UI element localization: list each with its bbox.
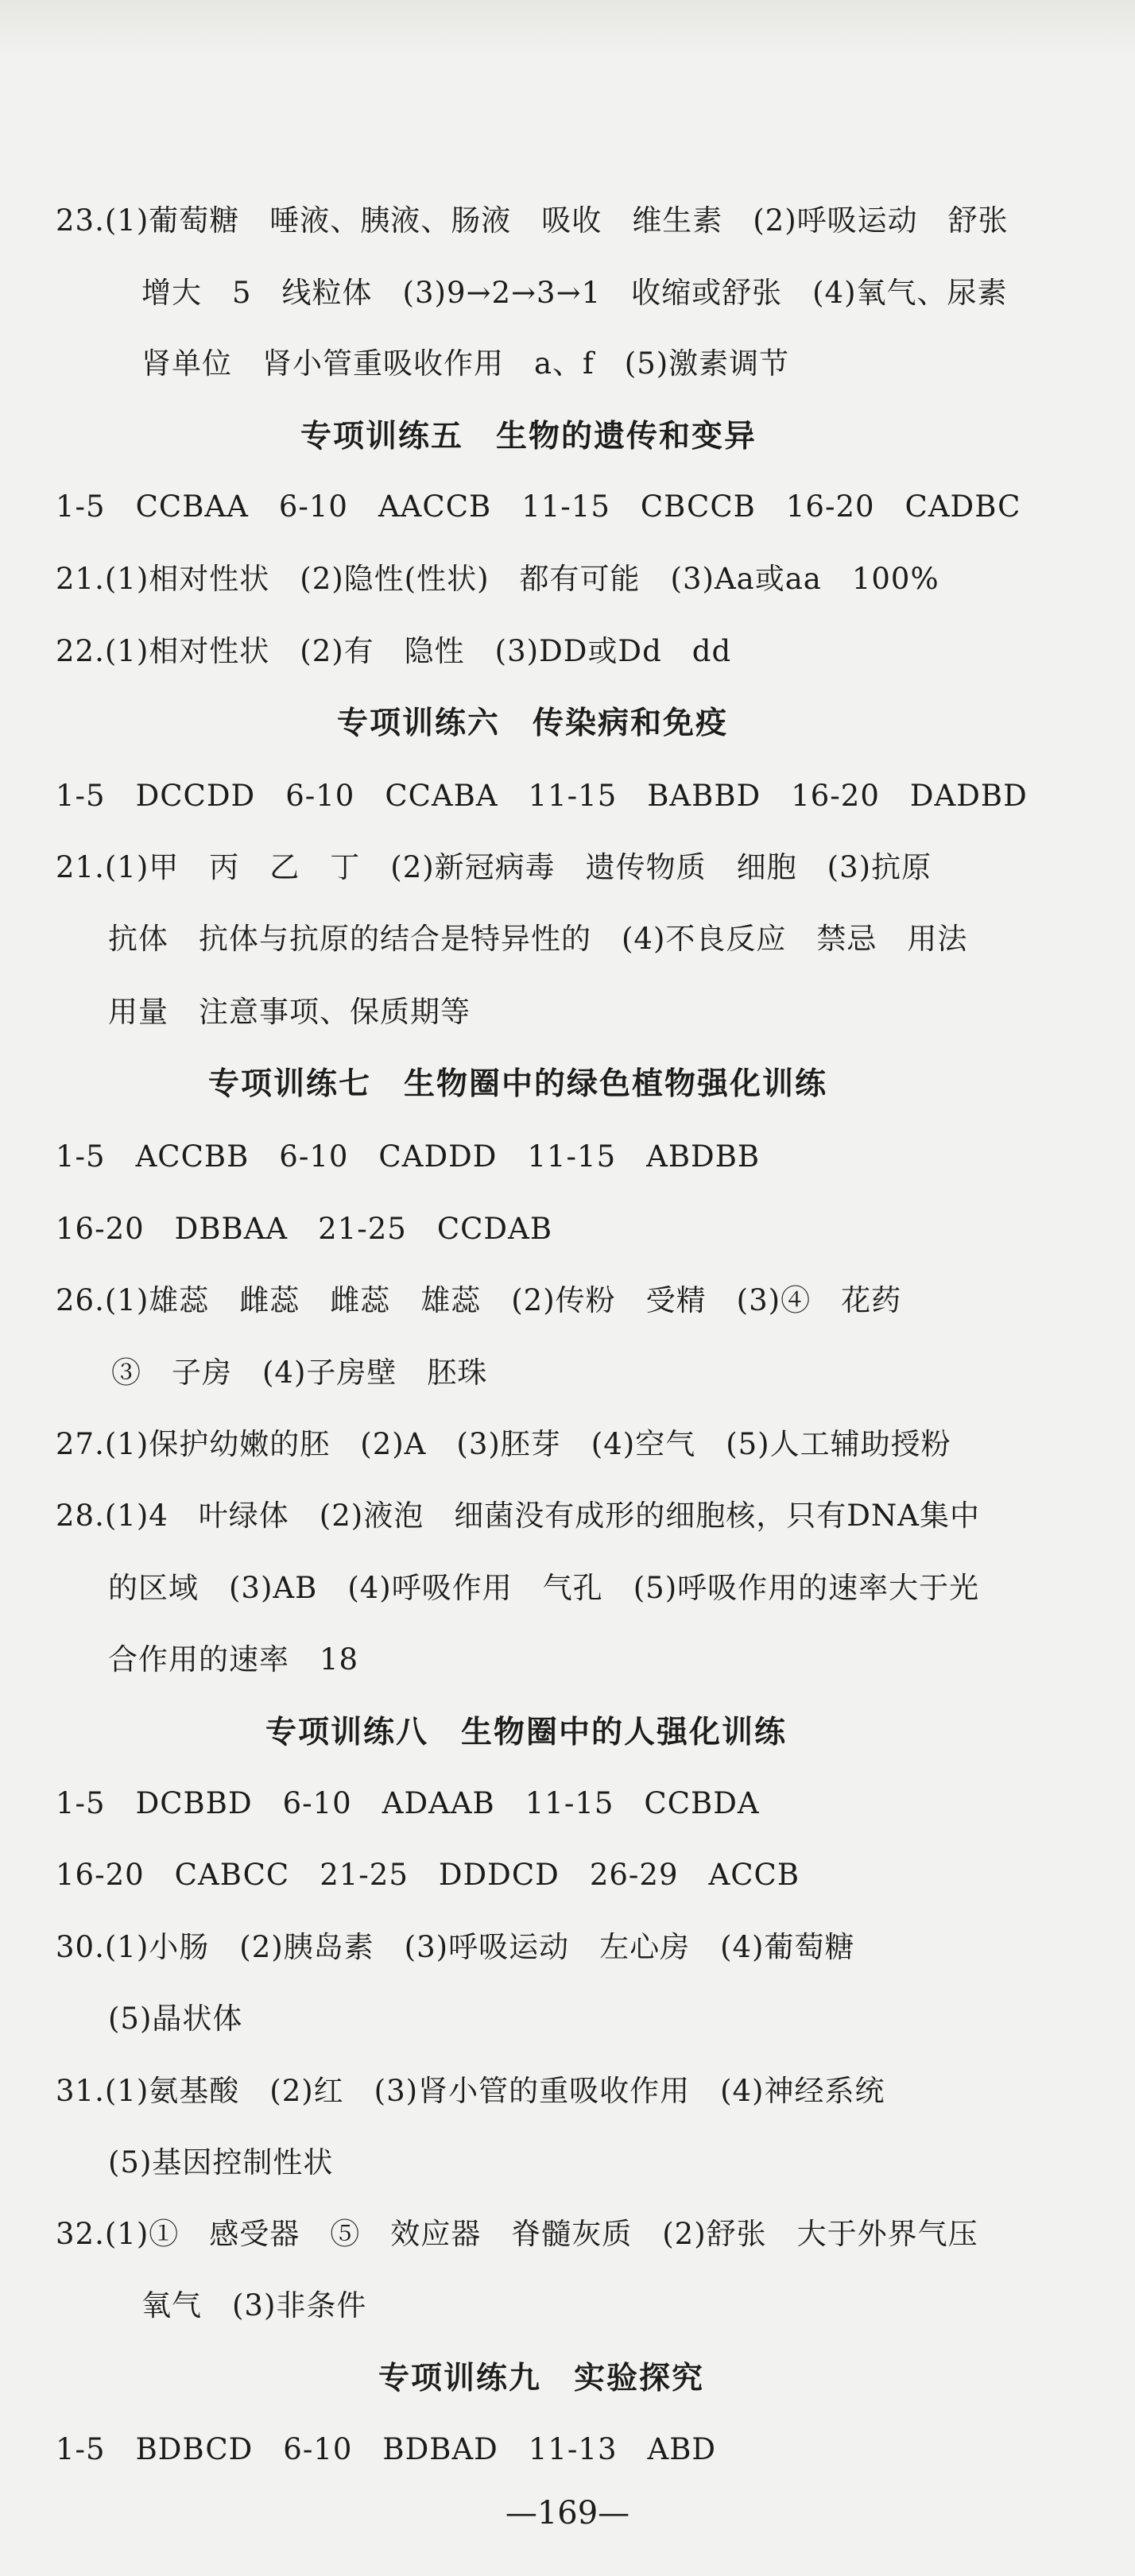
section-heading: 专项训练八 生物圈中的人强化训练 — [265, 1715, 788, 1750]
answer-line: ③ 子房 (4)子房壁 胚珠 — [111, 1356, 488, 1390]
answer-line: 1-5 DCCDD 6-10 CCABA 11-15 BABBD 16-20 DADBD — [56, 779, 1028, 813]
answer-line: 的区域 (3)AB (4)呼吸作用 气孔 (5)呼吸作用的速率大于光 — [108, 1571, 980, 1605]
answer-line: 21.(1)甲 丙 乙 丁 (2)新冠病毒 遗传物质 细胞 (3)抗原 — [56, 850, 932, 884]
answer-line: 合作用的速率 18 — [108, 1642, 359, 1677]
answer-line: 30.(1)小肠 (2)胰岛素 (3)呼吸运动 左心房 (4)葡萄糖 — [56, 1930, 855, 1964]
answer-line: 16-20 CABCC 21-25 DDDCD 26-29 ACCB — [56, 1858, 800, 1892]
answer-line: 1-5 ACCBB 6-10 CADDD 11-15 ABDBB — [56, 1139, 761, 1174]
answer-line: 氧气 (3)非条件 — [141, 2288, 367, 2323]
answer-line: 16-20 DBBAA 21-25 CCDAB — [56, 1212, 553, 1246]
answer-line: (5)晶状体 — [108, 2002, 243, 2036]
section-heading: 专项训练五 生物的遗传和变异 — [300, 419, 757, 454]
answer-line: 21.(1)相对性状 (2)隐性(性状) 都有可能 (3)Aa或aa 100% — [56, 562, 939, 596]
scan-edge-shade — [0, 0, 1135, 56]
answer-line: 抗体 抗体与抗原的结合是特异性的 (4)不良反应 禁忌 用法 — [108, 922, 968, 956]
answer-line: 26.(1)雄蕊 雌蕊 雌蕊 雄蕊 (2)传粉 受精 (3)④ 花药 — [56, 1283, 902, 1317]
answer-line: 27.(1)保护幼嫩的胚 (2)A (3)胚芽 (4)空气 (5)人工辅助授粉 — [56, 1427, 951, 1461]
answer-line: 32.(1)① 感受器 ⑤ 效应器 脊髓灰质 (2)舒张 大于外界气压 — [56, 2217, 978, 2251]
answer-line: 28.(1)4 叶绿体 (2)液泡 细菌没有成形的细胞核，只有DNA集中 — [56, 1499, 980, 1533]
answer-line: 1-5 CCBAA 6-10 AACCB 11-15 CBCCB 16-20 CADBC — [56, 489, 1021, 524]
answer-line: (5)基因控制性状 — [108, 2145, 334, 2180]
answer-line: 31.(1)氨基酸 (2)红 (3)肾小管的重吸收作用 (4)神经系统 — [56, 2074, 885, 2108]
section-heading: 专项训练七 生物圈中的绿色植物强化训练 — [208, 1066, 828, 1102]
section-heading: 专项训练九 实验探究 — [378, 2361, 705, 2396]
page-number: —169— — [505, 2495, 630, 2532]
answer-line: 1-5 BDBCD 6-10 BDBAD 11-13 ABD — [56, 2432, 717, 2466]
answer-line: 23.(1)葡萄糖 唾液、胰液、肠液 吸收 维生素 (2)呼吸运动 舒张 — [56, 203, 1009, 238]
answer-line: 增大 5 线粒体 (3)9→2→3→1 收缩或舒张 (4)氧气、尿素 — [141, 276, 1008, 310]
answer-line: 1-5 DCBBD 6-10 ADAAB 11-15 CCBDA — [56, 1786, 760, 1820]
answer-line: 肾单位 肾小管重吸收作用 a、f (5)激素调节 — [141, 346, 790, 381]
section-heading: 专项训练六 传染病和免疫 — [337, 706, 729, 741]
answer-line: 用量 注意事项、保质期等 — [108, 995, 471, 1029]
answer-line: 22.(1)相对性状 (2)有 隐性 (3)DD或Dd dd — [56, 634, 732, 668]
